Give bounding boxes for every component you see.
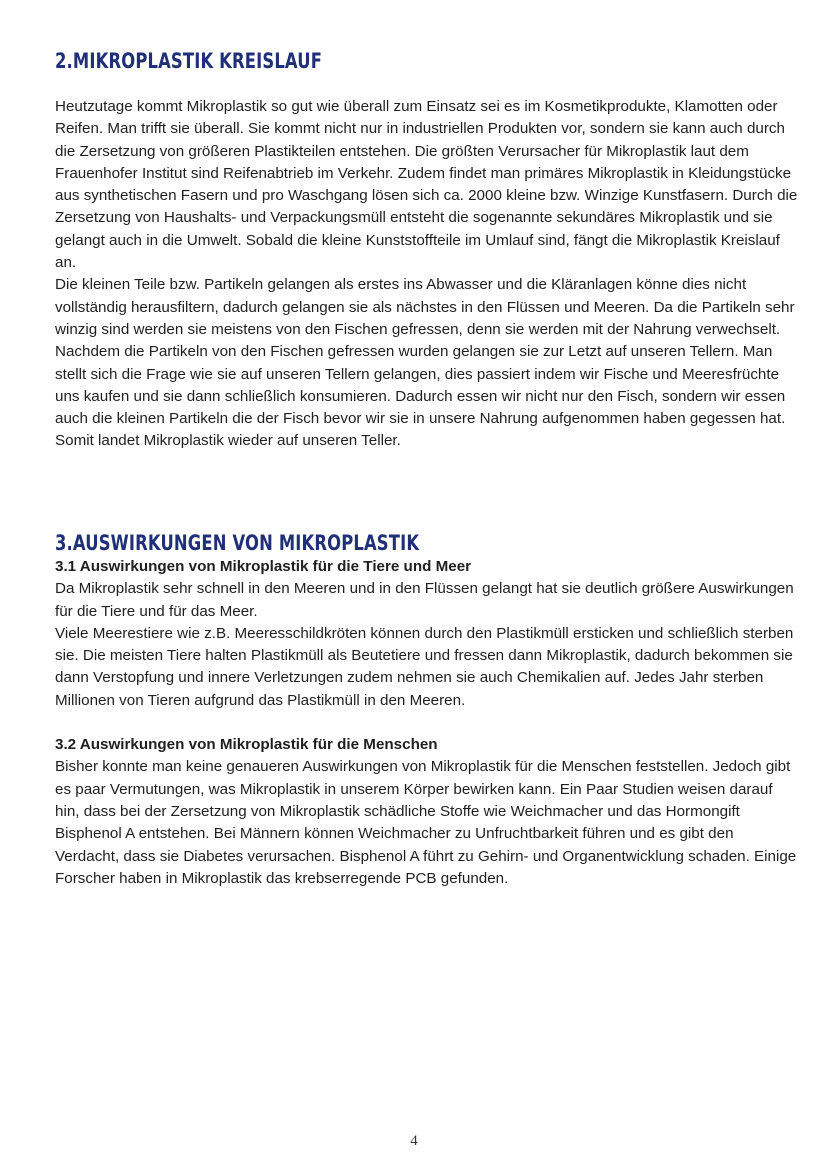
subsection-3-2-heading: 3.2 Auswirkungen von Mikroplastik für die Menschen <box>55 736 438 754</box>
section-2-paragraph-2: Die kleinen Teile bzw. Partikeln gelangen als erstes ins Abwasser und die Kläranlagen könne dies nicht vollständig herausfiltern, dadurch gelangen sie als nächstes in den Flüssen und Meeren. Da die Partikeln sehr winzig sind werden sie meistens von den Fischen gefressen, denn sie werden mit der Nahrung verwechselt. Nachdem die Partikeln von den Fischen gefressen wurden gelangen sie zur Letzt auf unseren Tellern. Man stellt sich die Frage wie sie auf unseren Tellern gelangen, dies passiert indem wir Fische und Meeresfrüchte uns kaufen und sie dann schließlich konsumieren. Dadurch essen wir nicht nur den Fisch, sondern wir essen auch die kleinen Partikeln die der Fisch bevor wir sie in unsere Nahrung aufgenommen haben gegessen hat. Somit landet Mikroplastik wieder auf unseren Teller. <box>55 276 795 450</box>
subsection-3-1-paragraph-1: Da Mikroplastik sehr schnell in den Meeren und in den Flüssen gelangt hat sie deutlich größere Auswirkungen für die Tiere und für das Meer. <box>55 580 794 620</box>
subsection-3-1-paragraph-2: Viele Meerestiere wie z.B. Meeresschildkröten können durch den Plastikmüll ersticken und schließlich sterben sie. Die meisten Tiere halten Plastikmüll als Beutetiere und fressen dann Mikroplastik, dadurch bekommen sie dann Verstopfung und innere Verletzungen zudem nehmen sie auch Chemikalien auf. Jedes Jahr sterben Millionen von Tieren aufgrund das Plastikmüll in den Meeren. <box>55 624 794 709</box>
page-number: 4 <box>410 1133 418 1149</box>
paragraph-spacer <box>55 712 800 734</box>
section-2-paragraph-1: Heutzutage kommt Mikroplastik so gut wie überall zum Einsatz sei es im Kosmetikprodukte, Klamotten oder Reifen. Man trifft sie überall. Sie kommt nicht nur in industriellen Produkten vor, sondern sie kann auch durch die Zersetzung von größeren Plastikteilen entstehen. Die größten Verursacher für Mikroplastik laut dem Frauenhofer Institut sind Reifenabtrieb im Verkehr. Zudem findet man primäres Mikroplastik in Kleidungstücke aus synthetischen Fasern und pro Waschgang lösen sich ca. 2000 kleine bzw. Winzige Kunstfasern. Durch die Zersetzung von Haushalts- und Verpackungsmüll entsteht die sogenannte sekundäres Mikroplastik und sie gelangt auch in die Umwelt. Sobald die kleine Kunststoffteile im Umlauf sind, fängt die Mikroplastik Kreislauf an. <box>55 98 798 272</box>
section-3-heading: 3.AUSWIRKUNGEN VON MIKROPLASTIK <box>55 531 420 555</box>
subsection-3-2-paragraph-1: Bisher konnte man keine genaueren Auswirkungen von Mikroplastik für die Menschen feststellen. Jedoch gibt es paar Vermutungen, was Mikroplastik in unserem Körper bewirken kann. Ein Paar Studien weisen darauf hin, dass bei der Zersetzung von Mikroplastik schädliche Stoffe wie Weichmacher und das Hormongift Bisphenol A entstehen. Bei Männern können Weichmacher zu Unfruchtbarkeit führen und es gibt den Verdacht, dass sie Diabetes verursachen. Bisphenol A führt zu Gehirn- und Organentwicklung schaden. Einige Forscher haben in Mikroplastik das krebserregende PCB gefunden. <box>55 758 797 887</box>
section-2-heading: 2.MIKROPLASTIK KREISLAUF <box>55 49 323 73</box>
section-3-body <box>55 556 800 890</box>
subsection-3-1-heading: 3.1 Auswirkungen von Mikroplastik für die Tiere und Meer <box>55 558 472 575</box>
section-2-body <box>55 96 800 453</box>
